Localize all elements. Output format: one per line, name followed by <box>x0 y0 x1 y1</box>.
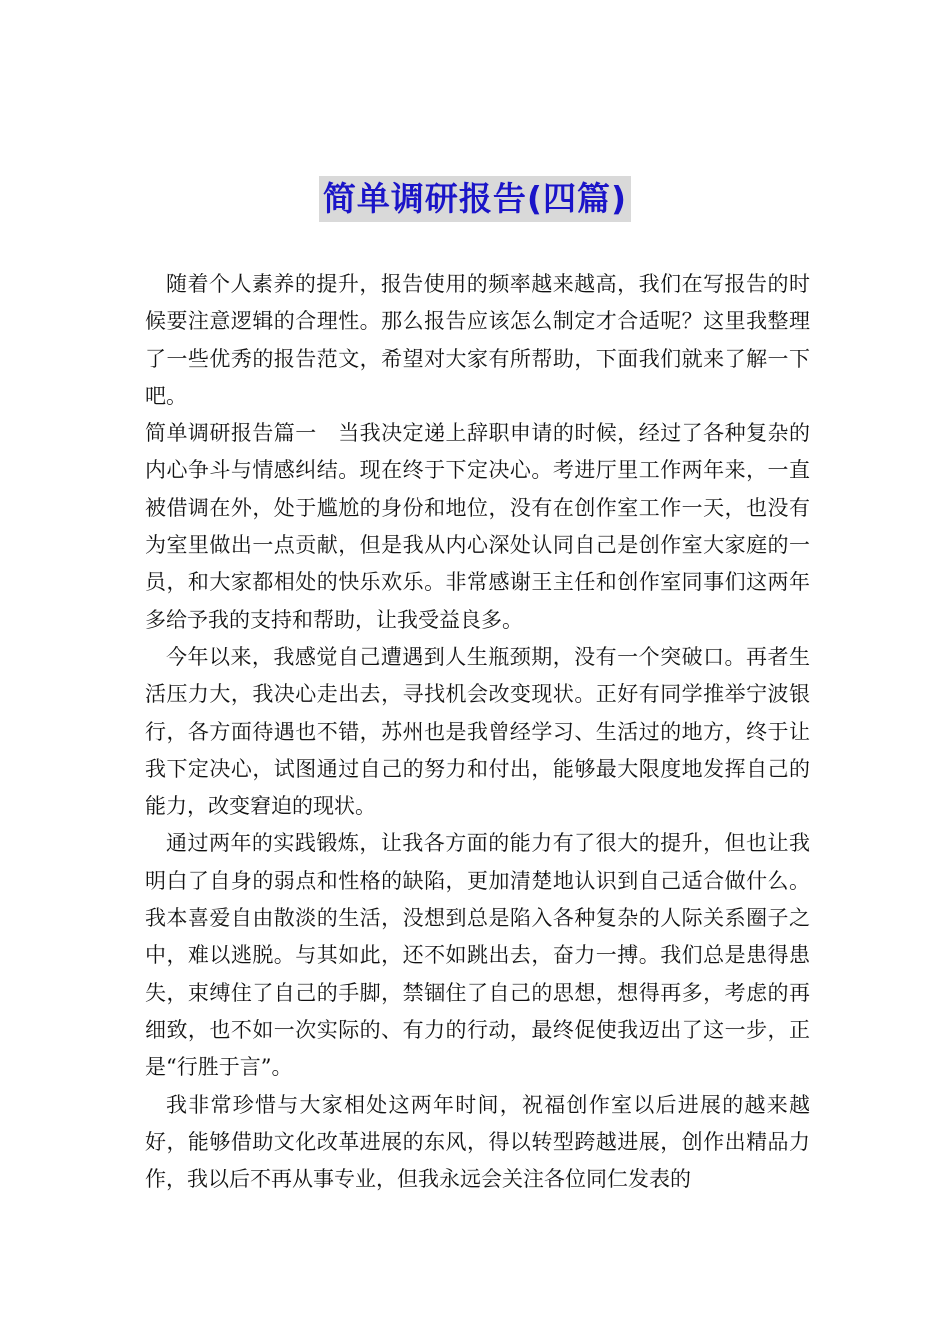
document-title: 简单调研报告(四篇) <box>319 176 631 222</box>
body-paragraph: 今年以来，我感觉自己遭遇到人生瓶颈期，没有一个突破口。再者生活压力大，我决心走出去，寻找机会改变现状。正好有同学推举宁波银行，各方面待遇也不错，苏州也是我曾经学习、生活过的地方，终于让我下定决心，试图通过自己的努力和付出，能够最大限度地发挥自己的能力，改变窘迫的现状。 <box>145 644 810 819</box>
body-paragraph: 我非常珍惜与大家相处这两年时间，祝福创作室以后进展的越来越好，能够借助文化改革进展的东风，得以转型跨越进展，创作出精品力作，我以后不再从事专业，但我永远会关注各位同仁发表的 <box>145 1092 810 1192</box>
section-one-paragraph: 简单调研报告篇一 当我决定递上辞职申请的时候，经过了各种复杂的内心争斗与情感纠结。现在终于下定决心。考进厅里工作两年来，一直被借调在外，处于尴尬的身份和地位，没有在创作室工作一天，也没有为室里做出一点贡献，但是我从内心深处认同自己是创作室大家庭的一员，和大家都相处的快乐欢乐。非常感谢王主任和创作室同事们这两年多给予我的支持和帮助，让我受益良多。 <box>145 421 810 632</box>
intro-paragraph: 随着个人素养的提升，报告使用的频率越来越高，我们在写报告的时候要注意逻辑的合理性。那么报告应该怎么制定才合适呢？这里我整理了一些优秀的报告范文，希望对大家有所帮助，下面我们就来了解一下吧。 <box>145 272 810 408</box>
title-block <box>0 176 950 222</box>
document-body <box>145 266 810 1198</box>
body-paragraph: 通过两年的实践锻炼，让我各方面的能力有了很大的提升，但也让我明白了自身的弱点和性格的缺陷，更加清楚地认识到自己适合做什么。我本喜爱自由散淡的生活，没想到总是陷入各种复杂的人际关系圈子之中，难以逃脱。与其如此，还不如跳出去，奋力一搏。我们总是患得患失，束缚住了自己的手脚，禁锢住了自己的思想，想得再多，考虑的再细致，也不如一次实际的、有力的行动，最终促使我迈出了这一步，正是“行胜于言”。 <box>145 831 810 1080</box>
